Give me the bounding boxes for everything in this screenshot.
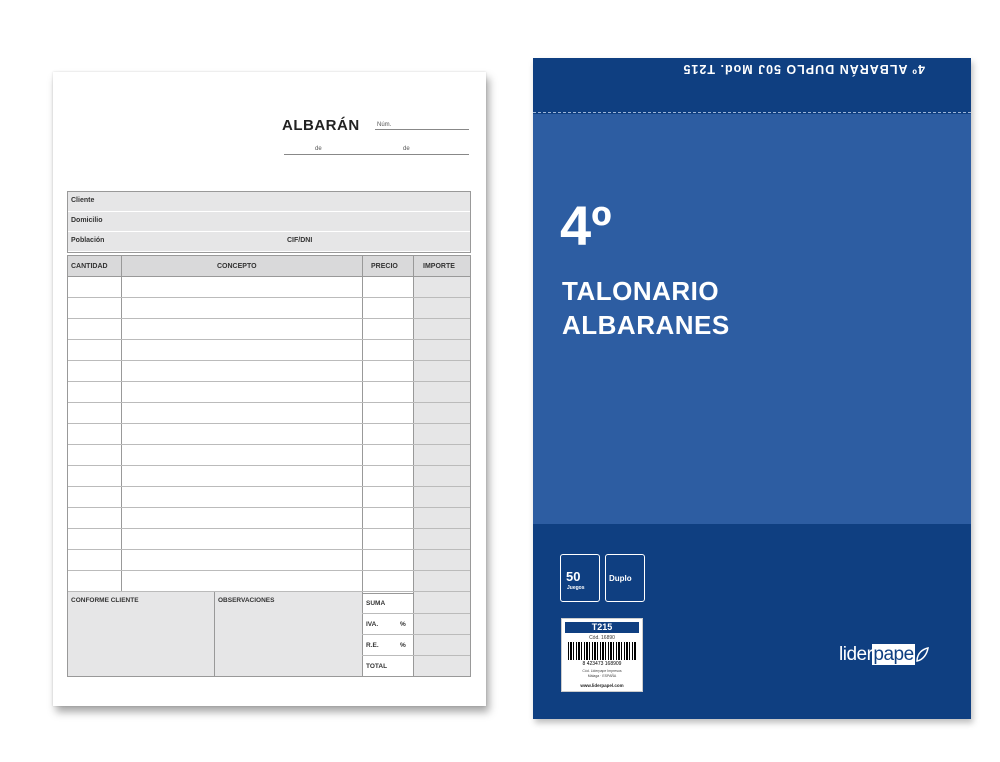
cover-title-line1: TALONARIO — [562, 276, 720, 306]
col-precio: PRECIO — [371, 263, 398, 270]
conforme-cell — [68, 592, 214, 676]
num-label: Núm. — [377, 122, 392, 128]
conforme-label: CONFORME CLIENTE — [71, 597, 139, 604]
sets-sub: Juegos — [567, 585, 585, 591]
re-label: R.E. — [366, 642, 379, 649]
re-percent: % — [400, 642, 406, 649]
table-row — [68, 381, 470, 382]
date-de-2: de — [403, 146, 410, 152]
table-row — [68, 486, 470, 487]
importe-shade — [414, 276, 470, 593]
table-row — [68, 339, 470, 340]
table-row — [68, 423, 470, 424]
barcode-number: 8 423473 168909 — [582, 661, 622, 667]
liderpapel-logo — [839, 644, 929, 666]
suma-label: SUMA — [366, 600, 386, 607]
table-row — [68, 570, 470, 571]
logo-pape: pape — [873, 644, 914, 665]
model-code: T215 — [565, 622, 639, 633]
address-label: Domicilio — [71, 217, 103, 224]
date-line — [284, 154, 469, 155]
col-divider — [413, 256, 414, 593]
perforation-line — [533, 112, 971, 113]
footer-divider — [214, 592, 215, 676]
size-label: 4º — [560, 194, 612, 257]
product-label — [561, 618, 643, 692]
date-de-1: de — [315, 146, 322, 152]
table-row — [68, 402, 470, 403]
total-label: TOTAL — [366, 663, 388, 670]
form-title: ALBARÁN — [282, 117, 360, 134]
footer-block — [67, 592, 471, 677]
town-label: Población — [71, 237, 105, 244]
duplo-label: Duplo — [609, 574, 632, 583]
duplo-badge-icon — [605, 554, 645, 602]
table-row — [68, 360, 470, 361]
client-row — [68, 192, 470, 212]
flipped-header: 4º ALBARÁN DUPLO 50J Mod. T215 — [682, 62, 925, 76]
barcode-icon — [568, 642, 636, 660]
num-line — [375, 129, 469, 130]
table-row — [68, 318, 470, 319]
table-row — [68, 528, 470, 529]
table-row — [68, 507, 470, 508]
cif-label: CIF/DNI — [287, 237, 313, 244]
address-line2: Málaga · ESPAÑA — [587, 674, 617, 678]
col-divider — [121, 256, 122, 593]
cover-title-line2: ALBARANES — [562, 310, 730, 340]
iva-percent: % — [400, 621, 406, 628]
totals-line — [362, 634, 470, 635]
table-row — [68, 297, 470, 298]
totals-line — [362, 655, 470, 656]
items-table — [67, 255, 471, 594]
client-label: Cliente — [71, 197, 95, 204]
table-row — [68, 465, 470, 466]
table-row — [68, 444, 470, 445]
col-divider — [362, 256, 363, 593]
iva-label: IVA. — [366, 621, 379, 628]
table-row — [68, 549, 470, 550]
albaran-form-sheet — [53, 72, 486, 706]
sets-count: 50 — [566, 569, 581, 584]
totals-line — [362, 613, 470, 614]
client-block — [67, 191, 471, 253]
leaf-icon — [915, 647, 929, 663]
product-code: Cód. 16890 — [589, 635, 615, 641]
table-header — [68, 256, 470, 277]
col-cantidad: CANTIDAD — [71, 263, 108, 270]
observaciones-cell — [215, 592, 362, 676]
town-row — [68, 232, 470, 251]
address-line1: Cód. Liderpape Impresos — [582, 669, 622, 673]
logo-lider: lider — [839, 644, 873, 665]
observaciones-label: OBSERVACIONES — [218, 597, 275, 604]
website: www.liderpapel.com — [580, 683, 624, 688]
sets-badge-icon — [560, 554, 600, 602]
address-row — [68, 212, 470, 232]
col-importe: IMPORTE — [423, 263, 455, 270]
col-concepto: CONCEPTO — [217, 263, 257, 270]
albaranes-cover — [533, 58, 971, 719]
